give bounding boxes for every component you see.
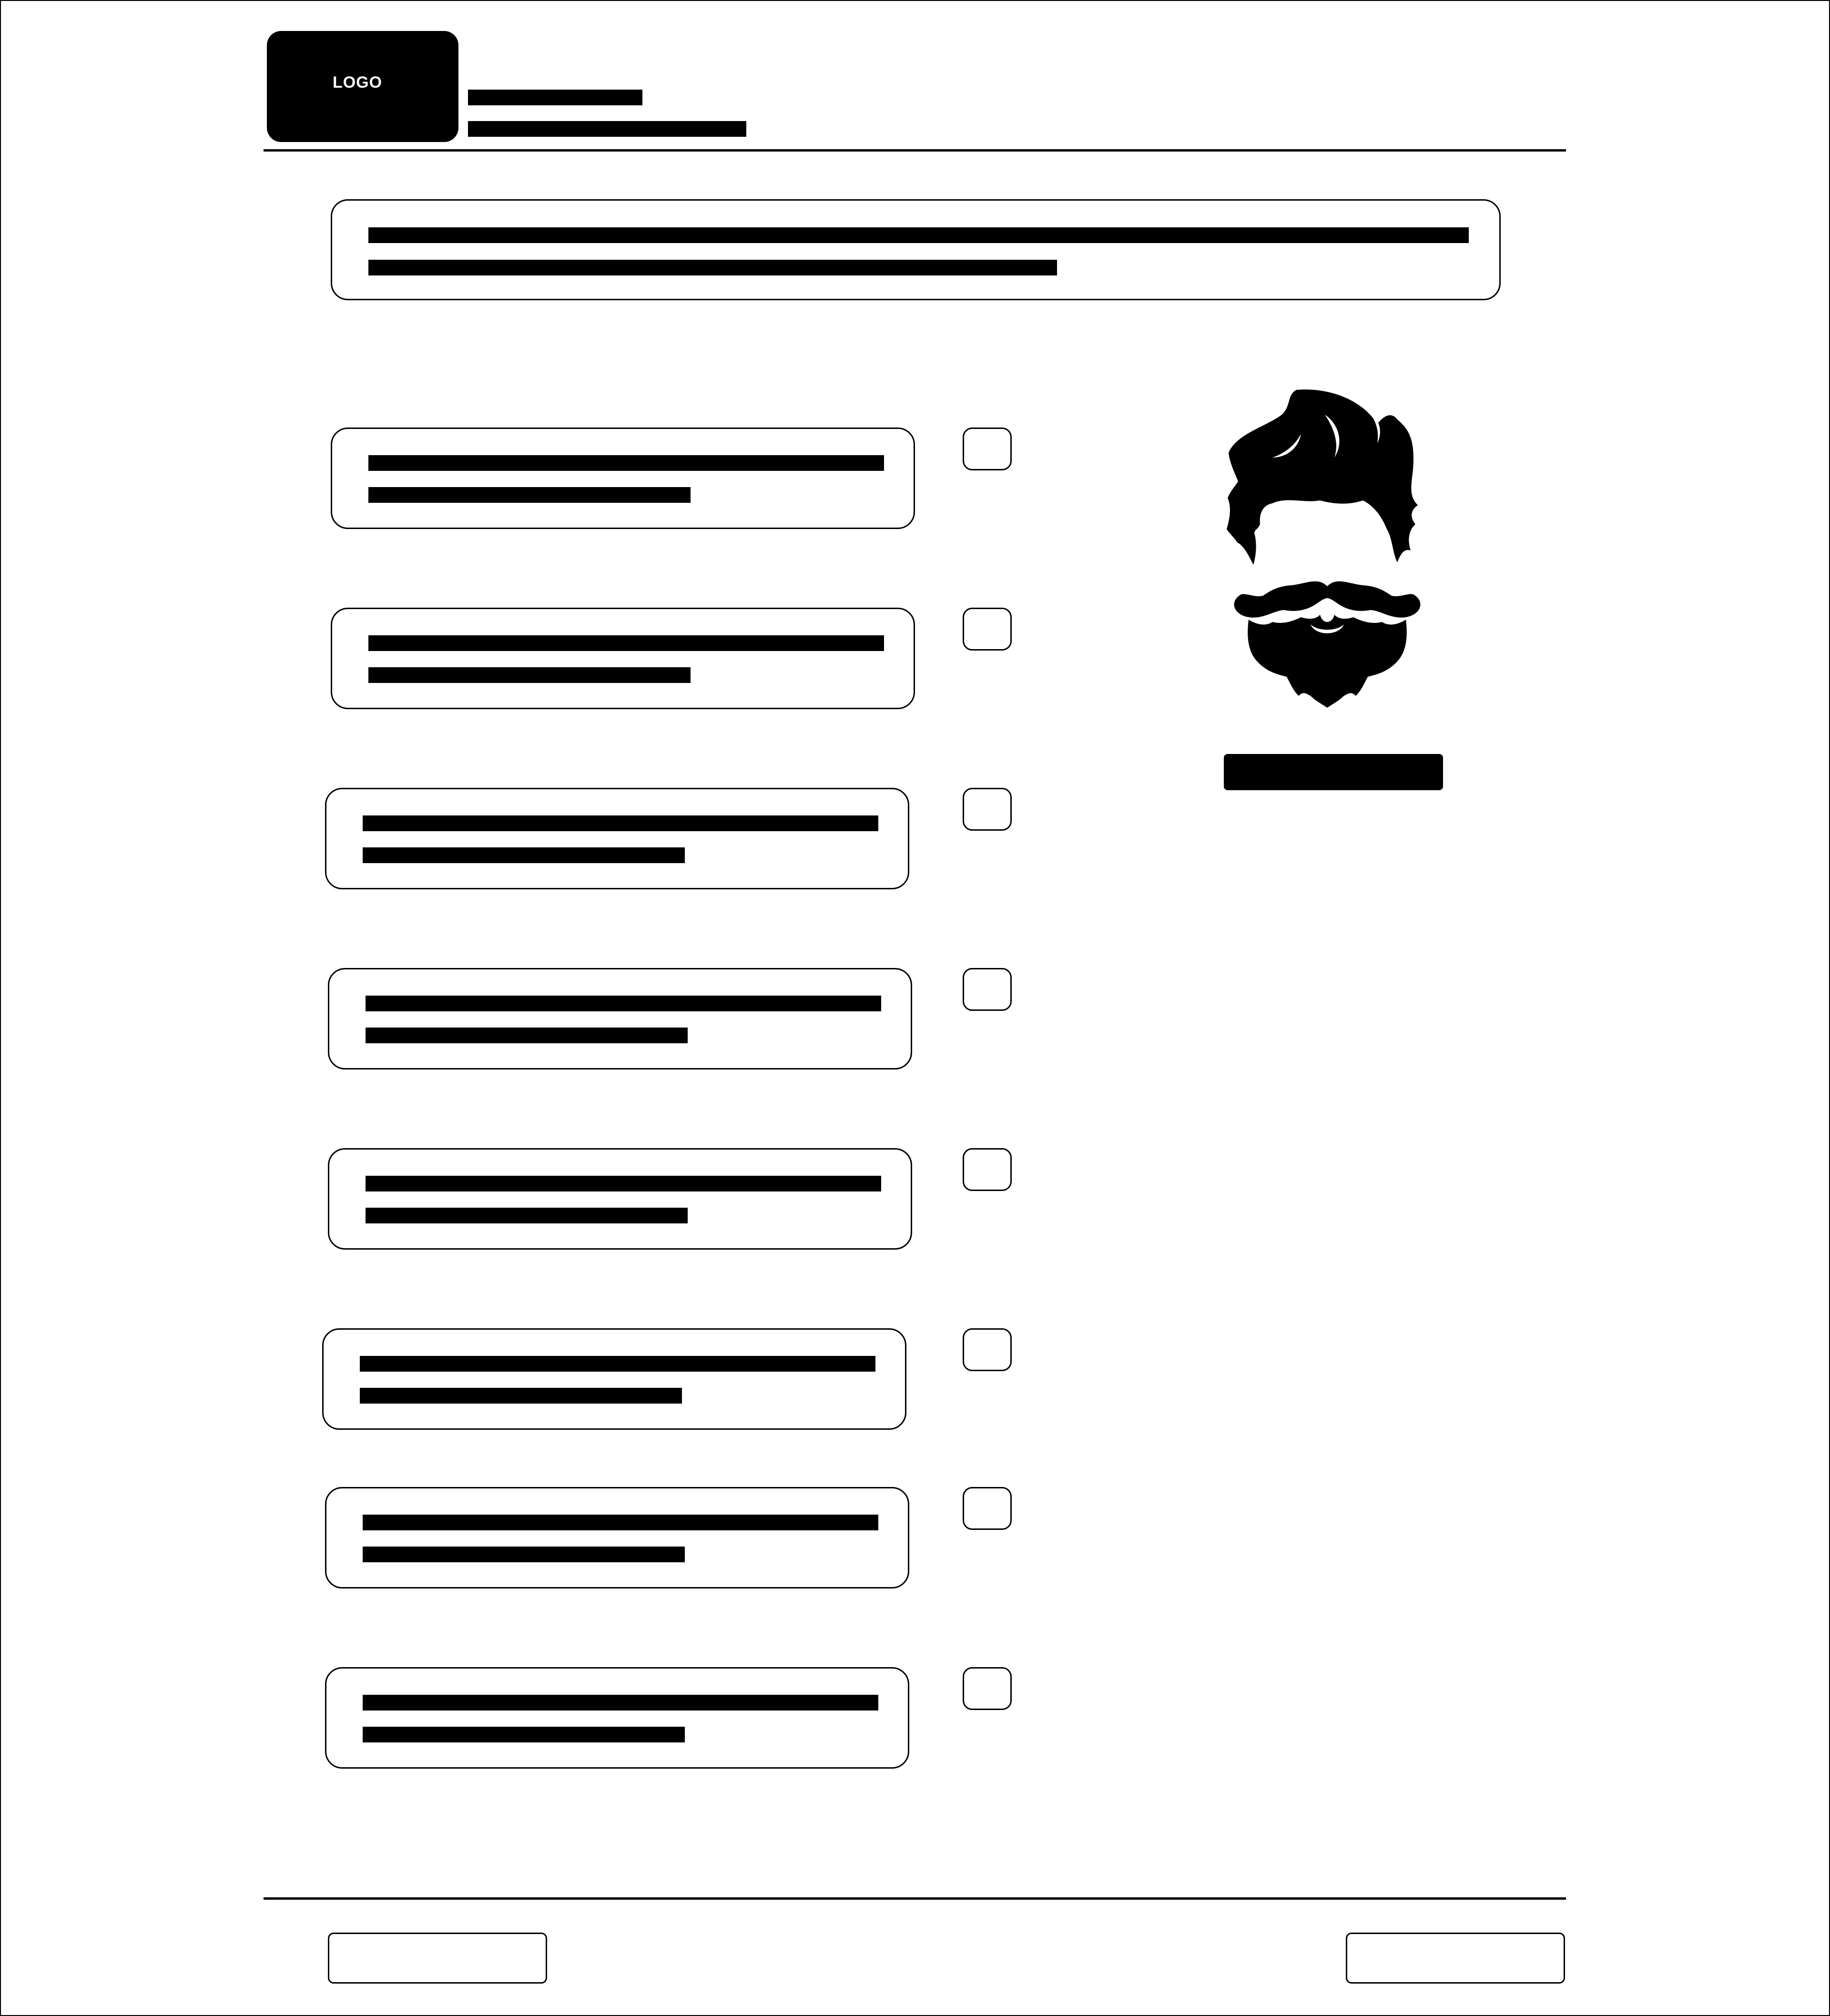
form-field-8[interactable] [325, 1667, 909, 1769]
field-text-line-2 [366, 1028, 688, 1043]
intro-line-1 [368, 227, 1469, 243]
logo[interactable] [267, 31, 458, 142]
field-text-line-1 [368, 635, 884, 651]
field-text-line-2 [360, 1388, 682, 1404]
checkbox-3[interactable] [963, 788, 1012, 831]
checkbox-2[interactable] [963, 608, 1012, 651]
field-text-line-2 [366, 1208, 688, 1223]
bearded-man-avatar-icon [1220, 386, 1434, 715]
form-field-3[interactable] [325, 788, 909, 889]
logo-text: LOGO [332, 73, 383, 92]
intro-line-2 [368, 260, 1057, 275]
next-button[interactable] [1346, 1933, 1565, 1984]
checkbox-1[interactable] [963, 428, 1012, 470]
checkbox-5[interactable] [963, 1148, 1012, 1191]
checkbox-7[interactable] [963, 1487, 1012, 1530]
field-text-line-2 [363, 1727, 685, 1742]
intro-card [331, 199, 1501, 300]
checkbox-8[interactable] [963, 1667, 1012, 1710]
checkbox-4[interactable] [963, 968, 1012, 1011]
field-text-line-1 [363, 1695, 878, 1711]
footer-divider [264, 1897, 1566, 1900]
field-text-line-2 [368, 487, 691, 503]
header-title-placeholder [468, 90, 642, 105]
checkbox-6[interactable] [963, 1328, 1012, 1371]
form-field-1[interactable] [331, 428, 915, 529]
form-field-6[interactable] [322, 1328, 906, 1430]
form-field-7[interactable] [325, 1487, 909, 1588]
header-divider [264, 149, 1566, 152]
field-text-line-1 [360, 1356, 875, 1372]
avatar-action-button[interactable] [1224, 754, 1443, 790]
field-text-line-2 [363, 847, 685, 863]
field-text-line-1 [366, 1176, 881, 1191]
back-button[interactable] [328, 1933, 547, 1984]
header-subtitle-placeholder [468, 121, 746, 137]
field-text-line-2 [363, 1547, 685, 1562]
form-field-4[interactable] [328, 968, 912, 1069]
field-text-line-1 [368, 455, 884, 471]
field-text-line-1 [363, 815, 878, 831]
field-text-line-1 [363, 1515, 878, 1530]
field-text-line-1 [366, 996, 881, 1011]
form-field-5[interactable] [328, 1148, 912, 1250]
form-field-2[interactable] [331, 608, 915, 709]
field-text-line-2 [368, 667, 691, 683]
